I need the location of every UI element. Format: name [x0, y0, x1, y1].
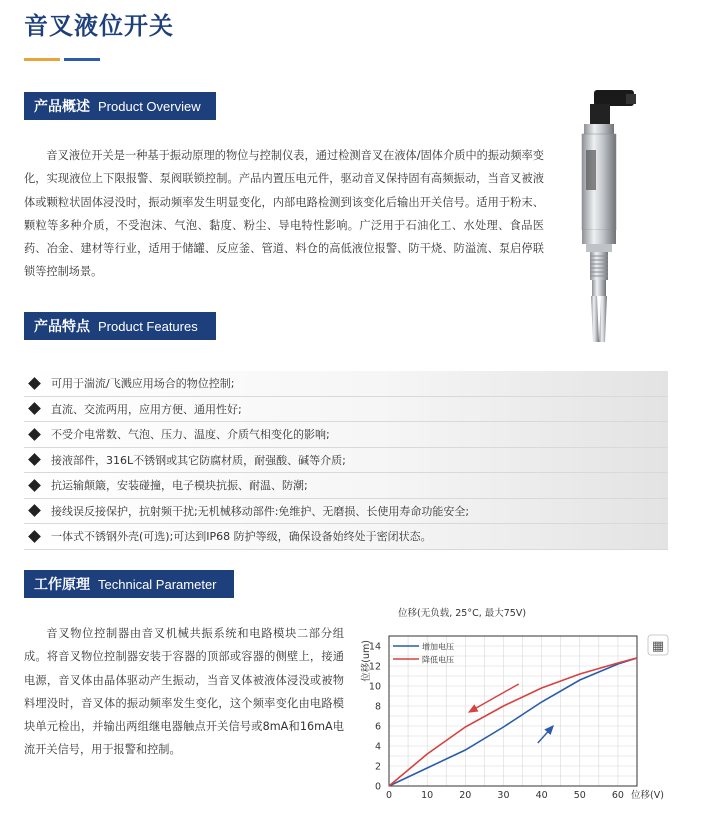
feature-text: 接液部件，316L不锈钢或其它防腐材质，耐强酸、碱等介质;: [51, 453, 346, 467]
overview-heading-en: Product Overview: [98, 98, 201, 114]
x-tick-label: 10: [421, 790, 434, 801]
y-tick-label: 14: [368, 641, 381, 653]
x-axis-label: 位移(V): [631, 790, 664, 801]
feature-item: [24, 473, 668, 499]
feature-item: [24, 448, 668, 474]
diamond-bullet-icon: [28, 479, 41, 492]
principle-heading-zh: 工作原理: [34, 577, 90, 593]
feature-list: [24, 371, 668, 550]
y-tick-label: 4: [374, 741, 381, 753]
feature-item: [24, 397, 668, 423]
diamond-bullet-icon: [28, 504, 41, 517]
feature-text: 接线误反接保护，抗射频干扰;无机械移动部件:免维护、无磨损、长使用寿命功能安全;: [51, 504, 470, 518]
increase-arrow: [538, 726, 553, 743]
page-title: 音叉液位开关: [24, 12, 174, 40]
x-tick-label: 60: [611, 790, 624, 801]
x-tick-label: 50: [573, 790, 586, 801]
displacement-chart: [355, 592, 700, 828]
y-tick-label: 6: [374, 721, 381, 733]
overview-text: 音叉液位开关是一种基于振动原理的物位与控制仪表，通过检测音叉在液体/固体介质中的振动频率变化，实现液位上下限报警、泵阀联锁控制。产品内置压电元件，驱动音叉保持固有高频振动，当音叉被液体或颗粒状固体浸没时，振动频率发生明显变化，内部电路检测到该变化后输出开关信号。适用于粉末、颗粒等多种介质，不受泡沫、气泡、黏度、粉尘、导电特性影响。广泛用于石油化工、水处理、食品医药、冶金、建材等行业，适用于储罐、反应釜、管道、料仓的高低液位报警、防干烧、防溢流、泵启停联锁等控制场景。: [24, 149, 544, 279]
y-tick-label: 10: [368, 681, 381, 693]
legend-label-2: 降低电压: [422, 655, 454, 665]
y-tick-label: 12: [368, 661, 381, 673]
feature-item: [24, 524, 668, 550]
diamond-bullet-icon: [28, 428, 41, 441]
diamond-bullet-icon: [28, 402, 41, 415]
x-tick-label: 20: [459, 790, 472, 801]
principle-text: 音叉物位控制器由音叉机械共振系统和电路模块二部分组成。将音叉物位控制器安装于容器的顶部或容器的侧壁上，接通电源，音叉体由晶体驱动产生振动，当音叉体被液体浸没或被物料埋没时，音叉体的振动频率发生变化，这个频率变化由电路模块单元检出，并输出两组继电器触点开关信号或8mA和16mA电流开关信号，用于报警和控制。: [24, 627, 344, 757]
feature-text: 不受介电常数、气泡、压力、温度、介质气相变化的影响;: [51, 428, 330, 442]
diamond-bullet-icon: [28, 377, 41, 390]
overview-heading-zh: 产品概述: [34, 99, 90, 115]
table-icon-glyph: ▦: [651, 639, 665, 654]
principle-heading-en: Technical Parameter: [98, 576, 217, 592]
title-accent-blue: [64, 58, 100, 61]
features-heading-zh: 产品特点: [34, 319, 90, 335]
feature-text: 抗运输颠簸，安装碰撞，电子模块抗振、耐温、防潮;: [51, 479, 308, 493]
title-accent-gold: [24, 58, 60, 61]
feature-text: 一体式不锈钢外壳(可选);可达到IP68 防护等级，确保设备始终处于密闭状态。: [51, 530, 432, 544]
principle-heading: [24, 570, 234, 598]
y-tick-label: 2: [374, 761, 381, 773]
feature-text: 可用于湍流/飞溅应用场合的物位控制;: [51, 377, 235, 391]
feature-item: [24, 371, 668, 397]
overview-heading: [24, 92, 216, 120]
features-heading: [24, 312, 216, 340]
diamond-bullet-icon: [28, 453, 41, 466]
chart-title: 位移(无负载, 25°C, 最大75V): [398, 608, 527, 619]
diamond-bullet-icon: [28, 530, 41, 543]
x-tick-label: 40: [535, 790, 548, 801]
decrease-arrow: [469, 684, 519, 712]
feature-item: [24, 422, 668, 448]
feature-text: 直流、交流两用，应用方便、通用性好;: [51, 402, 242, 416]
features-heading-en: Product Features: [98, 318, 198, 334]
x-tick-label: 30: [497, 790, 510, 801]
y-axis-label: 位移(um): [361, 640, 372, 682]
y-tick-label: 8: [374, 701, 381, 713]
feature-item: [24, 499, 668, 525]
x-tick-label: 0: [385, 790, 393, 801]
series-line-1: [389, 658, 637, 786]
y-tick-label: 0: [374, 781, 381, 793]
legend-label-1: 增加电压: [422, 642, 454, 652]
product-image: [560, 80, 660, 350]
series-line-2: [389, 658, 637, 786]
